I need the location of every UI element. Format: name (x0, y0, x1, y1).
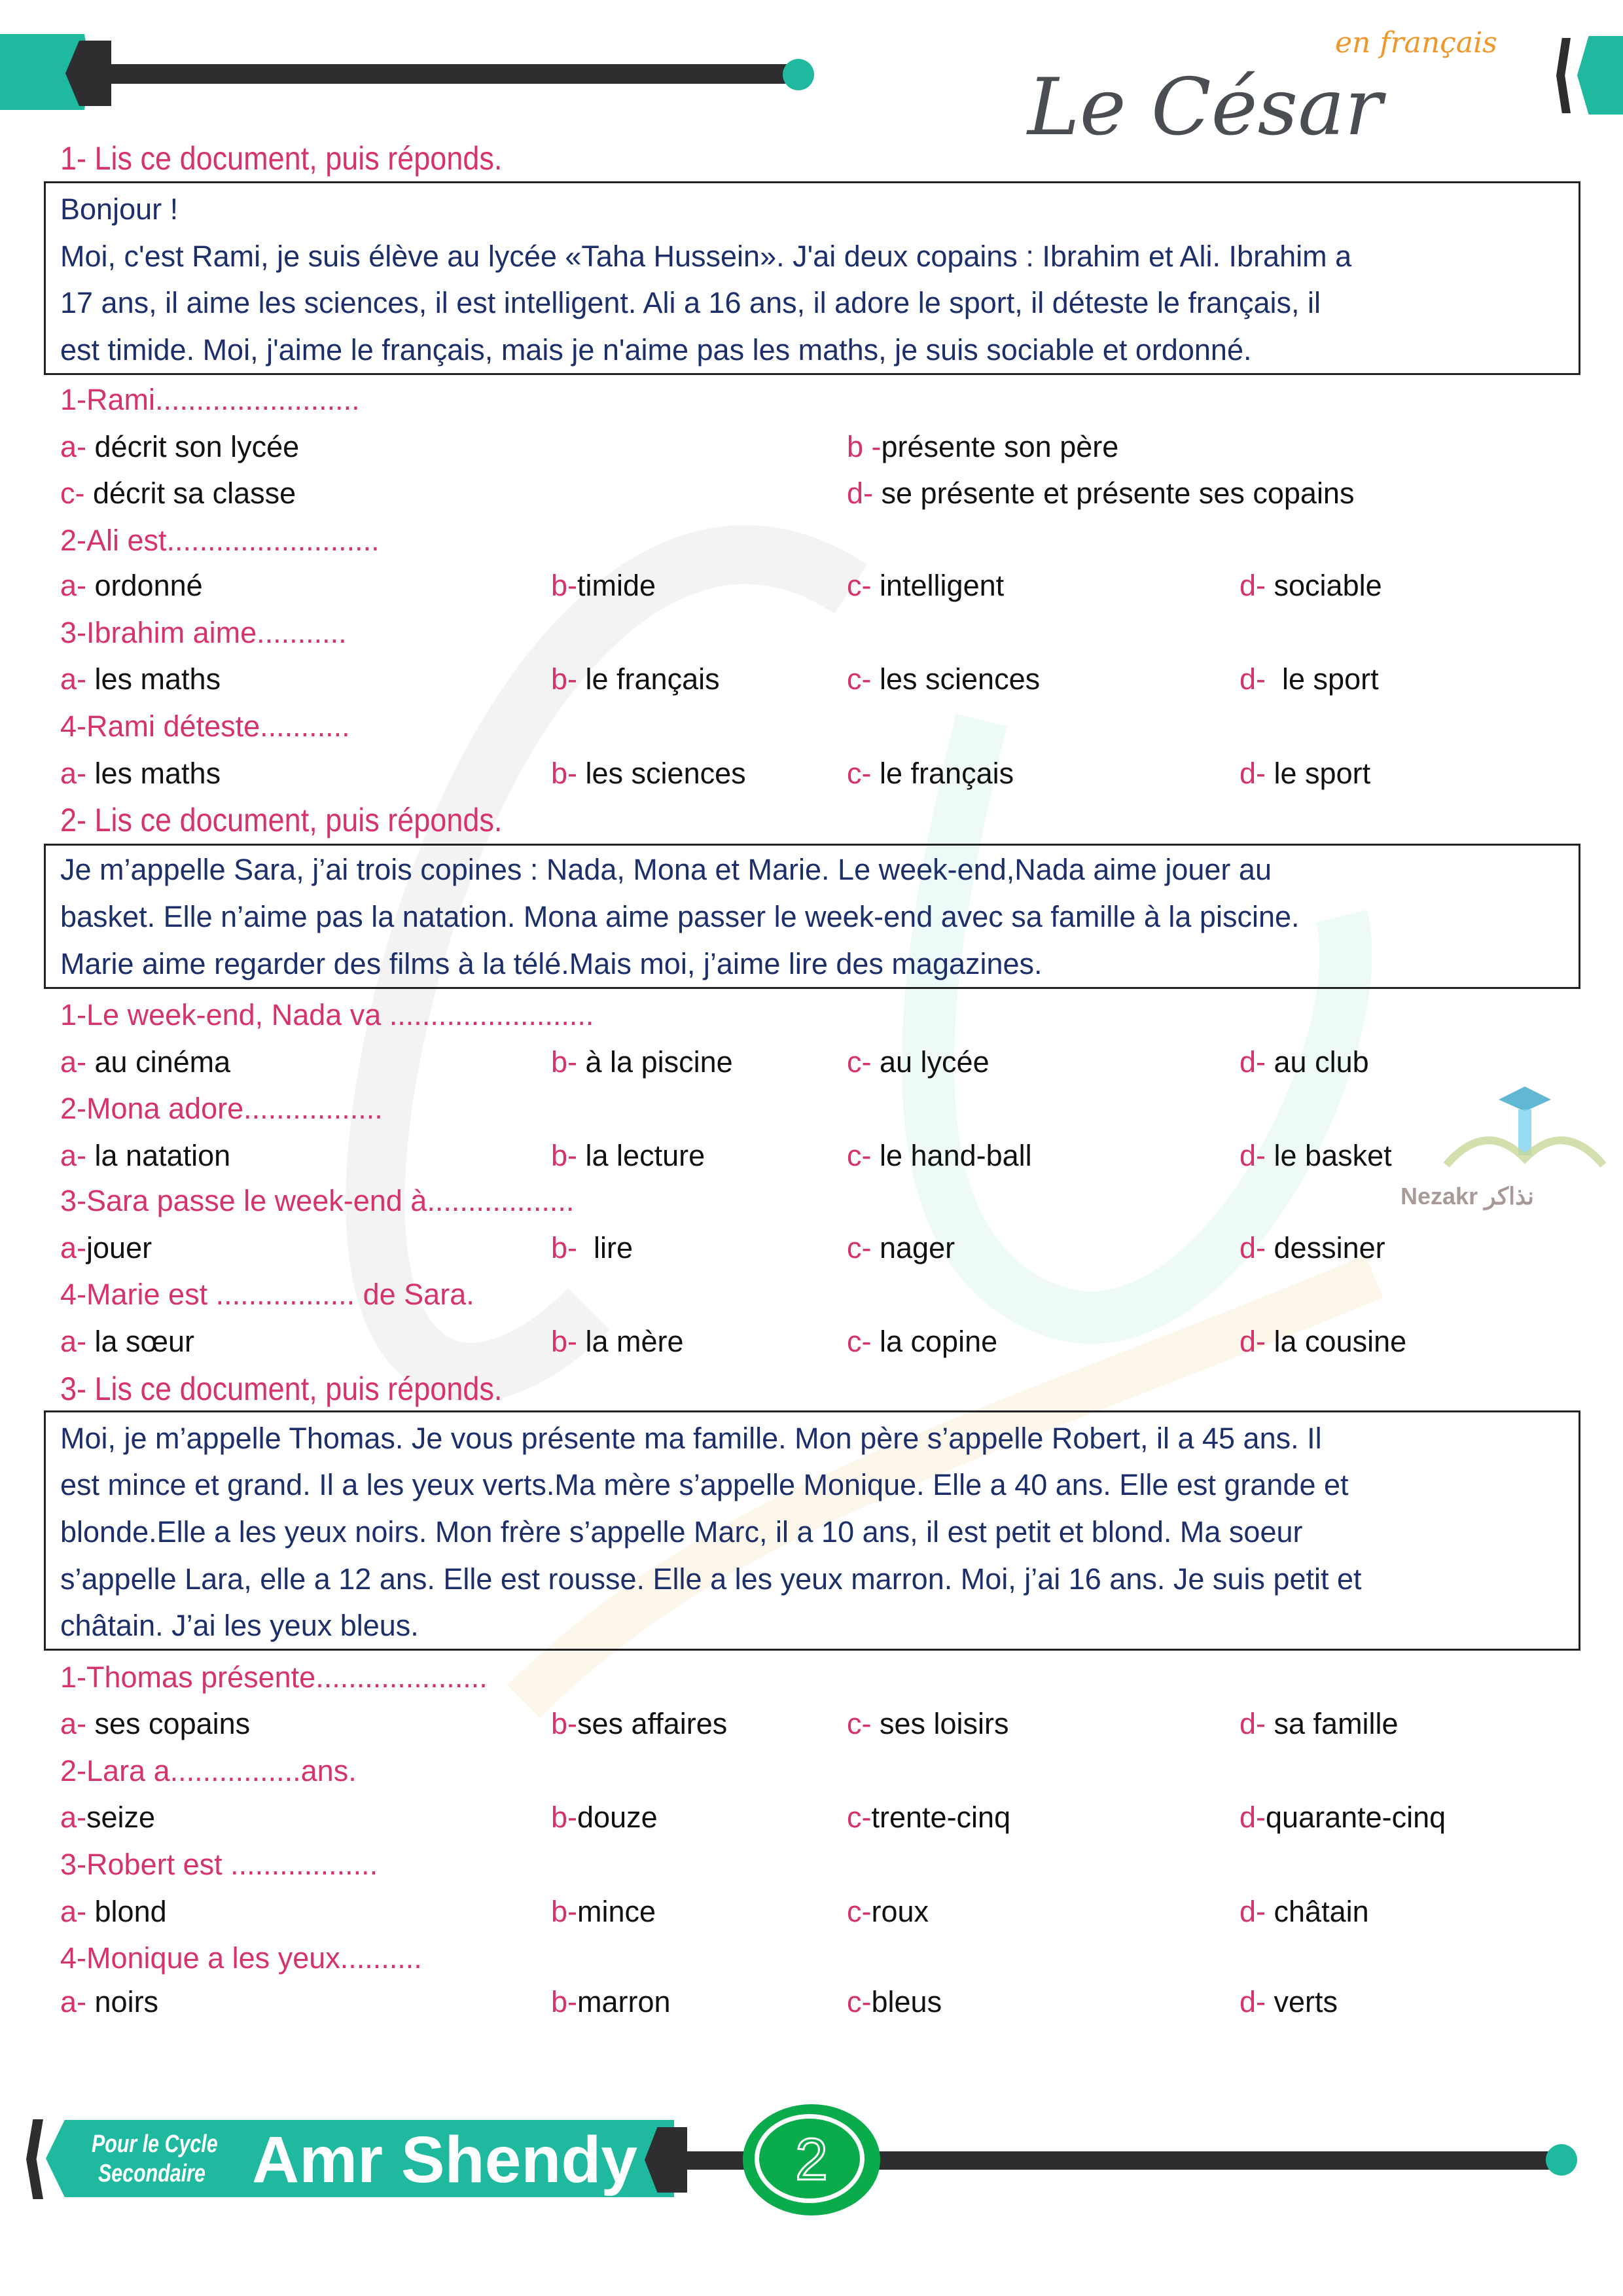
answer-option[interactable] (847, 656, 1040, 703)
question-prompt: 1-Thomas présente..................... (60, 1660, 488, 1694)
answer-option[interactable] (551, 1225, 633, 1272)
option-letter: a- (60, 1707, 87, 1740)
option-text: au lycée (871, 1045, 990, 1079)
logo-main-text: Le César (1027, 62, 1383, 151)
option-text: jouer (86, 1231, 152, 1265)
option-letter: d- (1240, 1045, 1266, 1079)
option-letter: b- (551, 569, 578, 602)
option-text: mince (577, 1895, 656, 1928)
answer-option[interactable] (551, 1039, 733, 1086)
option-text: roux (871, 1895, 929, 1928)
option-letter: b- (551, 1045, 578, 1079)
option-letter: c- (847, 569, 872, 602)
option-text: la natation (86, 1139, 231, 1172)
passage-line: Marie aime regarder des films à la télé.Mais moi, j’aime lire des magazines. (60, 947, 1043, 980)
answer-option[interactable] (551, 1700, 727, 1748)
option-text: lire (577, 1231, 633, 1265)
option-text: le français (871, 757, 1014, 790)
answer-option[interactable] (60, 1318, 194, 1365)
answer-option[interactable] (847, 1700, 1009, 1748)
answer-option[interactable] (847, 1979, 942, 2026)
answer-option[interactable] (847, 470, 1354, 517)
option-letter: d- (1240, 1801, 1266, 1834)
option-letter: c- (847, 757, 872, 790)
option-letter: b- (551, 1231, 578, 1265)
option-text: quarante-cinq (1266, 1801, 1446, 1834)
header-right-tab (1577, 36, 1623, 115)
answer-option[interactable] (847, 1132, 1032, 1179)
passage-line: châtain. J’ai les yeux bleus. (60, 1609, 419, 1642)
answer-option[interactable] (60, 1039, 230, 1086)
passage-line: Bonjour ! (60, 192, 179, 226)
option-text: le sport (1266, 662, 1379, 696)
passage-line: Moi, c'est Rami, je suis élève au lycée «Taha Hussein». J'ai deux copains : Ibrahim et Ali. Ibrahim a (60, 240, 1352, 273)
passage-line: basket. Elle n’aime pas la natation. Mona aime passer le week-end avec sa famille à la piscine. (60, 900, 1300, 933)
answer-option[interactable] (847, 1225, 955, 1272)
answer-option[interactable] (1240, 1225, 1385, 1272)
section-title: 2- Lis ce document, puis réponds. (60, 802, 503, 838)
answer-option[interactable] (60, 1979, 158, 2026)
option-text: les sciences (871, 662, 1041, 696)
passage-line: est timide. Moi, j'aime le français, mais je n'aime pas les maths, je suis sociable et ordonné. (60, 333, 1252, 367)
option-letter: d- (1240, 569, 1266, 602)
answer-option[interactable] (1240, 1794, 1446, 1841)
answer-option[interactable] (551, 1132, 705, 1179)
option-text: les sciences (577, 757, 746, 790)
option-text: bleus (871, 1985, 942, 2018)
option-letter: c- (847, 662, 872, 696)
passage-line: s’appelle Lara, elle a 12 ans. Elle est rousse. Elle a les yeux marron. Moi, j’ai 16 ans. Je suis petit et (60, 1562, 1362, 1596)
option-letter: c- (847, 1985, 872, 2018)
option-text: ses loisirs (871, 1707, 1009, 1740)
question-prompt: 2-Lara a................ans. (60, 1754, 357, 1787)
option-text: sociable (1266, 569, 1382, 602)
option-text: décrit son lycée (86, 430, 300, 463)
footer-bar-dot (1546, 2144, 1577, 2176)
option-letter: a- (60, 569, 87, 602)
question-prompt: 2-Mona adore................. (60, 1092, 383, 1125)
answer-option[interactable] (847, 750, 1014, 797)
option-letter: b- (551, 662, 578, 696)
option-text: verts (1266, 1985, 1338, 2018)
answer-option[interactable] (847, 1794, 1010, 1841)
option-letter: a- (60, 757, 87, 790)
option-text: le basket (1266, 1139, 1392, 1172)
answer-option[interactable] (60, 750, 221, 797)
option-letter: d- (1240, 662, 1266, 696)
answer-option[interactable] (551, 656, 720, 703)
passage-line: est mince et grand. Il a les yeux verts.Ma mère s’appelle Monique. Elle a 40 ans. Elle est grande et (60, 1468, 1349, 1501)
option-letter: b- (551, 1985, 578, 2018)
answer-option[interactable] (60, 423, 299, 471)
header-bar-dot (783, 59, 814, 90)
option-text: le français (577, 662, 720, 696)
option-letter: a- (60, 1801, 87, 1834)
option-letter: b- (551, 1707, 578, 1740)
option-text: les maths (86, 757, 221, 790)
answer-option[interactable] (60, 1700, 250, 1748)
section-title: 1- Lis ce document, puis réponds. (60, 140, 503, 177)
answer-option[interactable] (847, 1888, 929, 1935)
option-text: la cousine (1266, 1325, 1407, 1358)
answer-option[interactable] (551, 562, 656, 609)
question-prompt: 3-Robert est .................. (60, 1848, 378, 1881)
question-prompt: 4-Monique a les yeux.......... (60, 1941, 422, 1975)
option-text: la lecture (577, 1139, 705, 1172)
option-letter: b- (551, 1325, 578, 1358)
option-letter: c- (847, 1231, 872, 1265)
option-text: ses affaires (577, 1707, 728, 1740)
footer-left-bracket (26, 2119, 43, 2199)
option-letter: d- (1240, 1231, 1266, 1265)
footer-author: Amr Shendy (252, 2123, 638, 2197)
header-bar (105, 64, 792, 84)
option-letter: a- (60, 430, 87, 463)
page-number: 2 (794, 2127, 829, 2193)
passage-line: Moi, je m’appelle Thomas. Je vous présente ma famille. Mon père s’appelle Robert, il a 45 ans. Il (60, 1422, 1322, 1455)
option-letter: b - (847, 430, 882, 463)
option-letter: d- (1240, 1985, 1266, 2018)
option-text: seize (86, 1801, 156, 1834)
answer-option[interactable] (1240, 750, 1370, 797)
option-text: la copine (871, 1325, 998, 1358)
option-text: nager (871, 1231, 955, 1265)
option-letter: c- (847, 1895, 872, 1928)
answer-option[interactable] (1240, 1888, 1369, 1935)
answer-option[interactable] (60, 1225, 152, 1272)
nezakr-text: Nezakr نذاكر (1400, 1183, 1534, 1210)
answer-option[interactable] (847, 1039, 990, 1086)
question-prompt: 4-Rami déteste........... (60, 709, 350, 743)
option-text: sa famille (1266, 1707, 1399, 1740)
answer-option[interactable] (1240, 1132, 1392, 1179)
question-prompt: 3-Sara passe le week-end à.................. (60, 1184, 575, 1217)
answer-option[interactable] (60, 1888, 167, 1935)
option-letter: a- (60, 1139, 87, 1172)
option-letter: a- (60, 1231, 87, 1265)
answer-option[interactable] (847, 1318, 997, 1365)
option-letter: d- (1240, 1139, 1266, 1172)
option-letter: b- (551, 1139, 578, 1172)
answer-option[interactable] (1240, 562, 1382, 609)
option-letter: b- (551, 1801, 578, 1834)
option-letter: c- (847, 1139, 872, 1172)
option-letter: a- (60, 1325, 87, 1358)
passage-line: 17 ans, il aime les sciences, il est intelligent. Ali a 16 ans, il adore le sport, il déteste le français, il (60, 286, 1321, 319)
option-letter: b- (551, 1895, 578, 1928)
le-cesar-logo (1021, 20, 1544, 151)
graduation-book-icon (1440, 1080, 1610, 1172)
option-letter: d- (1240, 1325, 1266, 1358)
question-prompt: 3-Ibrahim aime........... (60, 616, 347, 649)
answer-option[interactable] (551, 1794, 658, 1841)
option-text: intelligent (871, 569, 1005, 602)
option-letter: c- (847, 1707, 872, 1740)
option-text: marron (577, 1985, 671, 2018)
answer-option[interactable] (551, 1979, 671, 2026)
option-text: dessiner (1266, 1231, 1385, 1265)
option-letter: a- (60, 1045, 87, 1079)
question-prompt: 1-Rami......................... (60, 383, 360, 416)
section-title: 3- Lis ce document, puis réponds. (60, 1371, 503, 1407)
option-text: à la piscine (577, 1045, 733, 1079)
answer-option[interactable] (551, 750, 746, 797)
answer-option[interactable] (1240, 1318, 1406, 1365)
option-letter: d- (847, 476, 874, 510)
option-text: le hand-ball (871, 1139, 1032, 1172)
answer-option[interactable] (60, 562, 203, 609)
option-text: au club (1266, 1045, 1369, 1079)
answer-option[interactable] (60, 656, 221, 703)
question-prompt: 1-Le week-end, Nada va ......................... (60, 998, 594, 1031)
option-text: au cinéma (86, 1045, 231, 1079)
option-letter: c- (847, 1045, 872, 1079)
option-letter: d- (1240, 1895, 1266, 1928)
answer-option[interactable] (60, 1794, 155, 1841)
answer-option[interactable] (1240, 1700, 1399, 1748)
option-letter: a- (60, 662, 87, 696)
option-text: la sœur (86, 1325, 195, 1358)
header-right-bracket (1556, 38, 1571, 113)
answer-option[interactable] (551, 1888, 656, 1935)
option-text: décrit sa classe (84, 476, 296, 510)
option-letter: d- (1240, 1707, 1266, 1740)
option-letter: c- (60, 476, 85, 510)
passage-line: blonde.Elle a les yeux noirs. Mon frère s’appelle Marc, il a 10 ans, il est petit et blond. Ma soeur (60, 1515, 1303, 1549)
option-text: ses copains (86, 1707, 251, 1740)
answer-option[interactable] (847, 562, 1004, 609)
option-text: trente-cinq (871, 1801, 1011, 1834)
option-text: ordonné (86, 569, 203, 602)
option-text: les maths (86, 662, 221, 696)
answer-option[interactable] (1240, 1039, 1369, 1086)
answer-option[interactable] (1240, 656, 1379, 703)
passage-line: Je m’appelle Sara, j’ai trois copines : Nada, Mona et Marie. Le week-end,Nada aime jouer au (60, 853, 1272, 886)
logo-sub-text: en français (1335, 26, 1497, 60)
answer-option[interactable] (1240, 1979, 1338, 2026)
question-prompt: 2-Ali est.......................... (60, 524, 380, 557)
answer-option[interactable] (551, 1318, 684, 1365)
option-text: se présente et présente ses copains (873, 476, 1355, 510)
option-text: la mère (577, 1325, 684, 1358)
option-text: châtain (1266, 1895, 1369, 1928)
answer-option[interactable] (60, 1132, 230, 1179)
option-letter: c- (847, 1801, 872, 1834)
option-text: le sport (1266, 757, 1371, 790)
question-prompt: 4-Marie est ................. de Sara. (60, 1278, 474, 1311)
option-text: noirs (86, 1985, 159, 2018)
option-letter: c- (847, 1325, 872, 1358)
option-letter: a- (60, 1985, 87, 2018)
option-letter: d- (1240, 757, 1266, 790)
nezakr-logo (1400, 1080, 1610, 1217)
answer-option[interactable] (60, 470, 296, 517)
option-text: douze (577, 1801, 658, 1834)
option-text: timide (577, 569, 656, 602)
option-letter: b- (551, 757, 578, 790)
answer-option[interactable] (847, 423, 1118, 471)
cycle-label-line1: Pour le Cycle (92, 2130, 218, 2158)
option-text: présente son père (881, 430, 1119, 463)
option-letter: a- (60, 1895, 87, 1928)
option-text: blond (86, 1895, 167, 1928)
cycle-label-line2: Secondaire (98, 2160, 205, 2187)
